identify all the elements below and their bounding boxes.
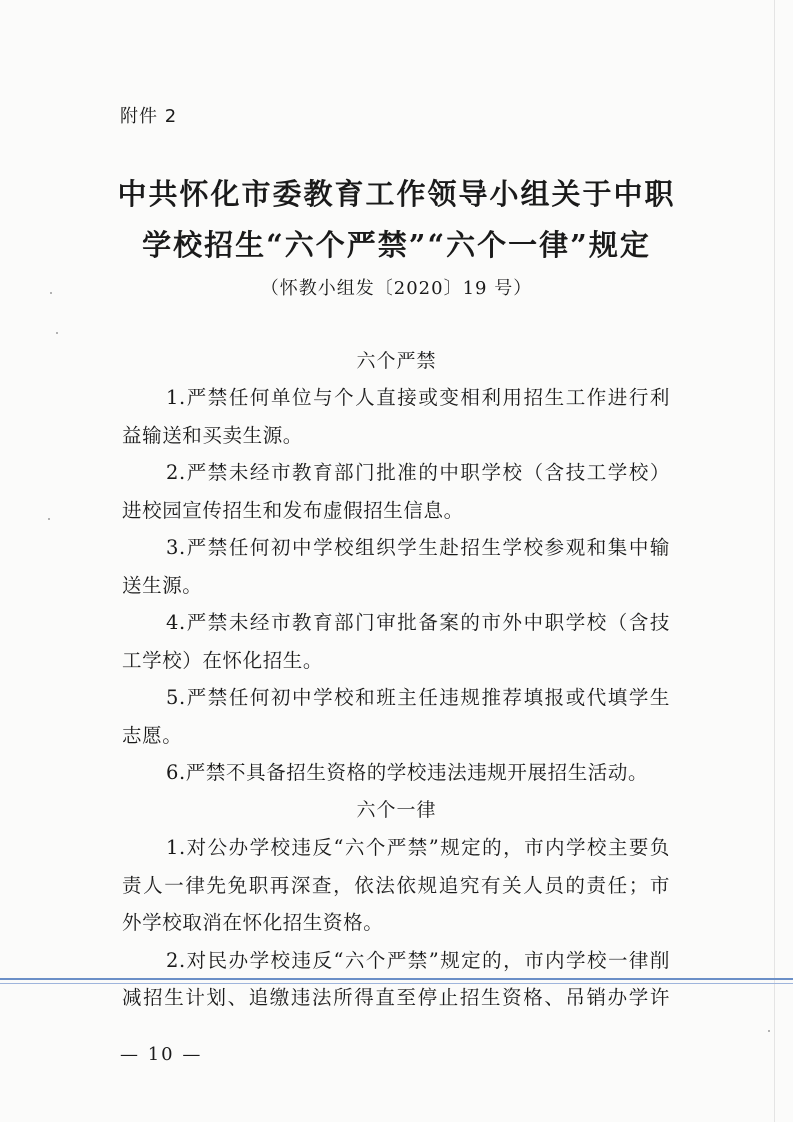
paragraph-line: 1.对公办学校违反“六个严禁”规定的，市内学校主要负 [166, 836, 670, 859]
paragraph-line: 6.严禁不具备招生资格的学校违法违规开展招生活动。 [166, 761, 649, 784]
horizontal-rule [0, 978, 793, 980]
paragraph-line: 益输送和买卖生源。 [122, 424, 303, 447]
document-number: （怀教小组发〔2020〕19 号） [260, 278, 533, 299]
paragraph-line: 责人一律先免职再深查，依法依规追究有关人员的责任；市 [122, 874, 670, 897]
paragraph-line: 2.对民办学校违反“六个严禁”规定的，市内学校一律削 [166, 949, 670, 972]
scan-speck [50, 292, 52, 294]
section-heading-uniform: 六个一律 [356, 799, 437, 821]
paragraph-line: 3.严禁任何初中学校组织学生赴招生学校参观和集中输 [166, 536, 670, 559]
paragraph-line: 减招生计划、追缴违法所得直至停止招生资格、吊销办学许 [122, 986, 670, 1009]
paragraph-line: 外学校取消在怀化招生资格。 [122, 911, 384, 934]
scan-speck [768, 1030, 770, 1032]
paragraph-line: 2.严禁未经市教育部门批准的中职学校（含技工学校） [166, 461, 670, 484]
paragraph-line: 5.严禁任何初中学校和班主任违规推荐填报或代填学生 [166, 686, 670, 709]
page-number: — 10 — [120, 1044, 203, 1065]
paragraph-line: 1.严禁任何单位与个人直接或变相利用招生工作进行利 [166, 386, 670, 409]
attachment-label: 附件 2 [120, 106, 178, 127]
paragraph-line: 志愿。 [122, 724, 183, 747]
scan-speck [48, 518, 50, 520]
paragraph-line: 进校园宣传招生和发布虚假招生信息。 [122, 499, 464, 522]
section-heading-prohibitions: 六个严禁 [356, 350, 437, 372]
document-title-line-1: 中共怀化市委教育工作领导小组关于中职 [117, 177, 676, 211]
document-title-line-2: 学校招生“六个严禁”“六个一律”规定 [142, 228, 651, 262]
paragraph-line: 送生源。 [122, 574, 203, 597]
page-edge [774, 0, 775, 1122]
paragraph-line: 4.严禁未经市教育部门审批备案的市外中职学校（含技 [166, 611, 670, 634]
horizontal-rule-secondary [0, 983, 793, 984]
scan-speck [56, 332, 58, 334]
paragraph-line: 工学校）在怀化招生。 [122, 649, 324, 672]
